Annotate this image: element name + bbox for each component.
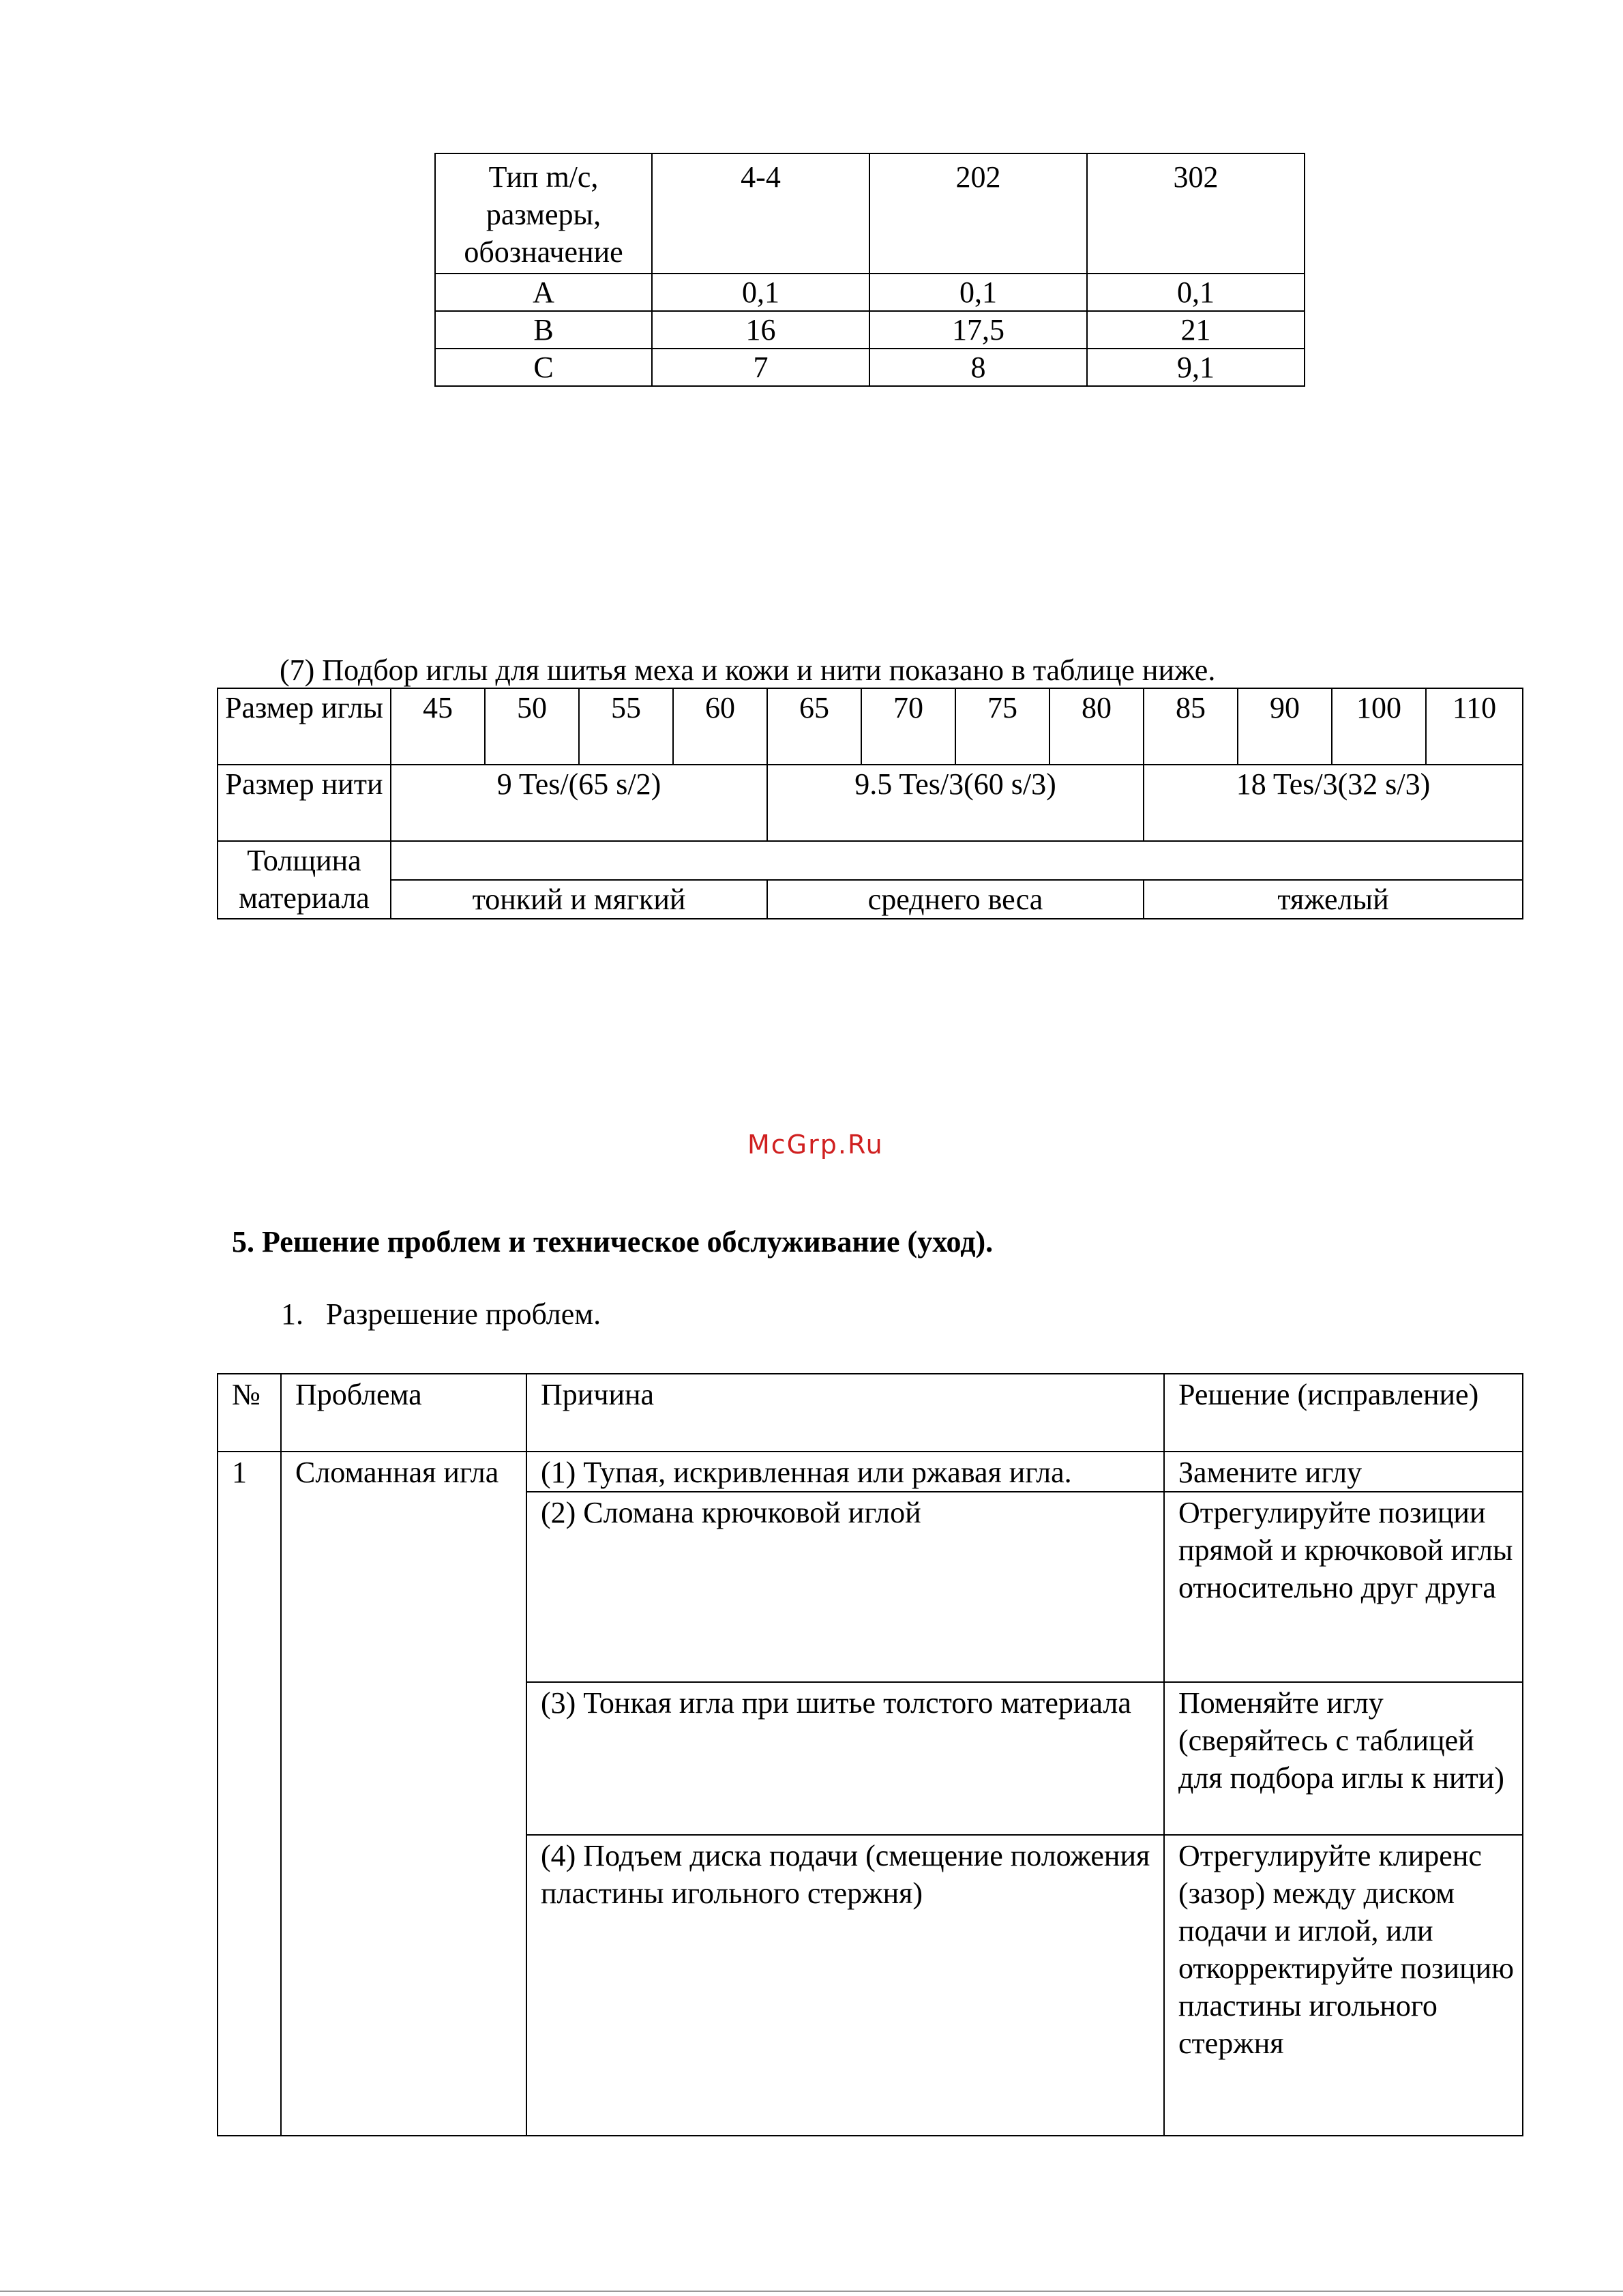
thread-size-cell: 9 Tes/(65 s/2) <box>391 765 767 841</box>
table-cell: C <box>435 349 652 386</box>
solution-cell: Отрегулируйте клиренс (зазор) между диском подачи и иглой, или откорректируйте позицию пластины игольного стержня <box>1164 1835 1523 2136</box>
row-label-needle-size: Размер иглы <box>218 688 391 765</box>
thread-size-cell: 9.5 Tes/3(60 s/3) <box>767 765 1144 841</box>
table-cell: 0,1 <box>869 274 1087 311</box>
row-number-cell: 1 <box>218 1452 281 2136</box>
solution-cell: Поменяйте иглу (сверяйтесь с таблицей для подбора иглы к нити) <box>1164 1682 1523 1835</box>
needle-size-cell: 100 <box>1332 688 1426 765</box>
needle-size-cell: 75 <box>955 688 1049 765</box>
table-row <box>218 880 1523 919</box>
empty-cell <box>391 841 1523 880</box>
table-header-cell: Причина <box>526 1374 1164 1452</box>
table-row <box>435 349 1305 386</box>
needle-size-cell: 60 <box>673 688 767 765</box>
row-label-material-thickness: Толщина материала <box>218 841 391 919</box>
table-row <box>218 1452 1523 1492</box>
table-cell: 8 <box>869 349 1087 386</box>
table-header-cell: 4-4 <box>652 153 869 274</box>
table-header-cell: 202 <box>869 153 1087 274</box>
caption-needle-selection: (7) Подбор иглы для шитья меха и кожи и нити показано в таблице ниже. <box>280 653 1216 687</box>
needle-size-cell: 110 <box>1426 688 1523 765</box>
table-header-cell: 302 <box>1087 153 1305 274</box>
row-label-thread-size: Размер нити <box>218 765 391 841</box>
table-header-cell: Проблема <box>281 1374 526 1452</box>
table-header-cell: Тип m/c, размеры, обозначение <box>435 153 652 274</box>
table-cell: 7 <box>652 349 869 386</box>
material-cell: тонкий и мягкий <box>391 880 767 919</box>
table-row <box>435 311 1305 349</box>
needle-size-cell: 55 <box>579 688 673 765</box>
problem-cell: Сломанная игла <box>281 1452 526 2136</box>
needle-size-cell: 45 <box>391 688 485 765</box>
needle-size-cell: 65 <box>767 688 861 765</box>
material-cell: среднего веса <box>767 880 1144 919</box>
table-row <box>218 1374 1523 1452</box>
table-cell: 21 <box>1087 311 1305 349</box>
section-heading: 5. Решение проблем и техническое обслуживание (уход). <box>232 1225 994 1259</box>
table-row <box>218 841 1523 880</box>
material-cell: тяжелый <box>1144 880 1523 919</box>
table-header-cell: № <box>218 1374 281 1452</box>
page-divider <box>0 2291 1623 2292</box>
cause-cell: (4) Подъем диска подачи (смещение положения пластины игольного стержня) <box>526 1835 1164 2136</box>
needle-size-cell: 90 <box>1238 688 1332 765</box>
solution-cell: Отрегулируйте позиции прямой и крючковой иглы относительно друг друга <box>1164 1492 1523 1682</box>
table-cell: 0,1 <box>652 274 869 311</box>
table-row <box>218 688 1523 765</box>
table-header-cell: Решение (исправление) <box>1164 1374 1523 1452</box>
solution-cell: Замените иглу <box>1164 1452 1523 1492</box>
table-cell: 17,5 <box>869 311 1087 349</box>
table-row <box>435 274 1305 311</box>
thread-size-cell: 18 Tes/3(32 s/3) <box>1144 765 1523 841</box>
list-item: 1. Разрешение проблем. <box>281 1297 601 1331</box>
needle-selection-table <box>217 688 1523 919</box>
needle-size-cell: 85 <box>1144 688 1238 765</box>
watermark: McGrp.Ru <box>747 1130 884 1160</box>
needle-size-cell: 70 <box>861 688 955 765</box>
needle-size-cell: 50 <box>485 688 579 765</box>
troubleshooting-table <box>217 1373 1523 2136</box>
dimension-table <box>434 153 1305 387</box>
table-cell: 16 <box>652 311 869 349</box>
table-row <box>218 765 1523 841</box>
table-cell: 9,1 <box>1087 349 1305 386</box>
table-cell: B <box>435 311 652 349</box>
table-cell: A <box>435 274 652 311</box>
table-row <box>435 153 1305 274</box>
cause-cell: (3) Тонкая игла при шитье толстого материала <box>526 1682 1164 1835</box>
cause-cell: (2) Сломана крючковой иглой <box>526 1492 1164 1682</box>
needle-size-cell: 80 <box>1049 688 1144 765</box>
cause-cell: (1) Тупая, искривленная или ржавая игла. <box>526 1452 1164 1492</box>
table-cell: 0,1 <box>1087 274 1305 311</box>
